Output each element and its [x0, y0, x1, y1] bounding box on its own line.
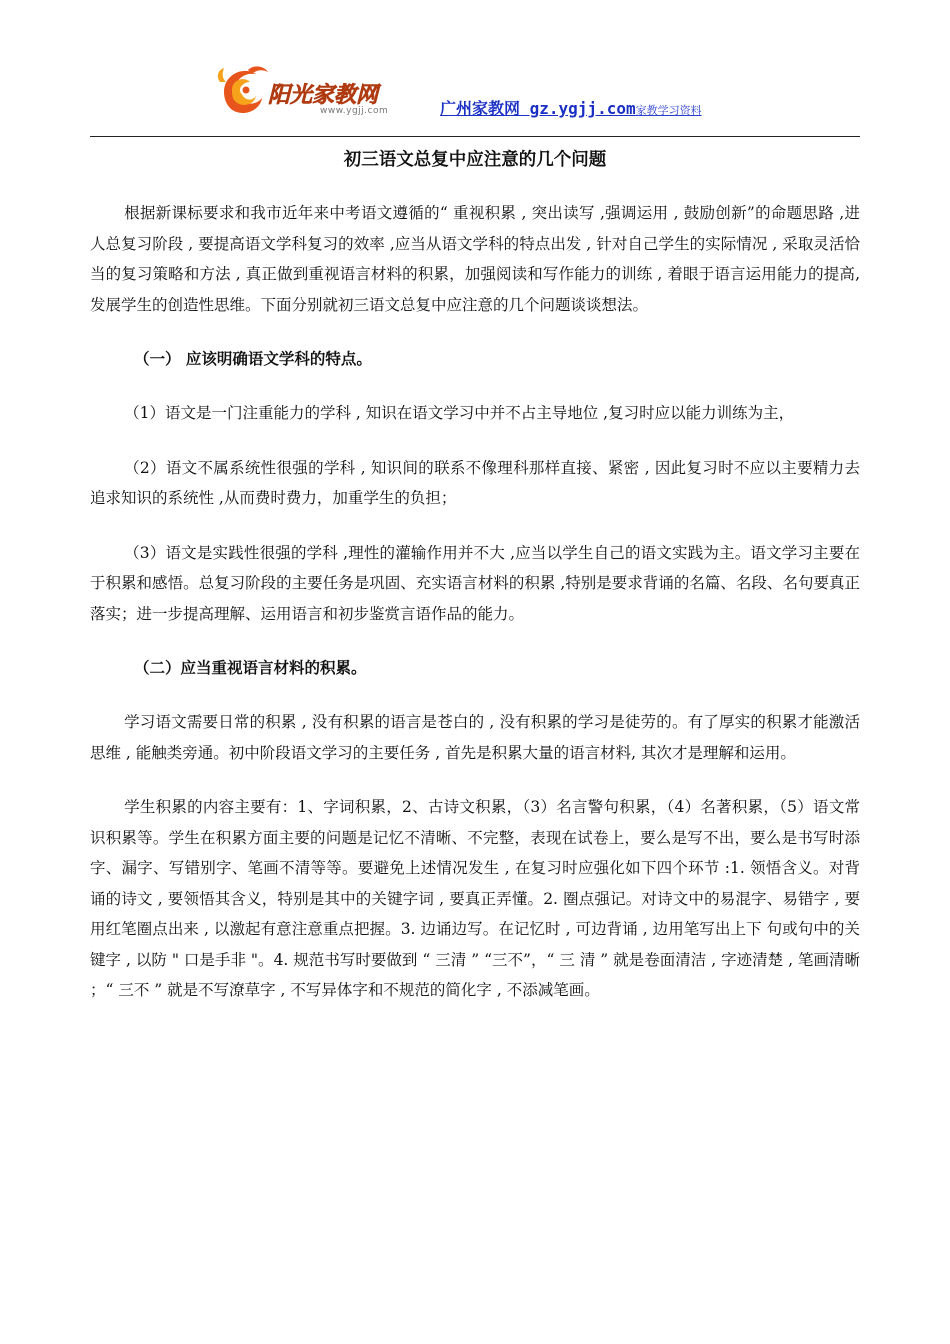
paragraph-accumulation: 学习语文需要日常的积累 , 没有积累的语言是苍白的 , 没有积累的学习是徒劳的。有了厚实的积累才能激活思维 , 能触类旁通。初中阶段语文学习的主要任务 , 首先是积累大量的语言材料, 其次才是理解和运用。 — [90, 713, 860, 762]
logo-wordmark: 阳光家教网 — [268, 83, 379, 108]
paragraph-content: 学生积累的内容主要有：1、字词积累，2、古诗文积累，（3）名言警句积累，（4）名著积累，（5）语文常识积累等。学生在积累方面主要的问题是记忆不清晰、不完整，表现在试卷上，要么是写不出，要么是书写时添字、漏字、写错别字、笔画不清等等。要避免上述情况发生 , 在复习时应强化如下四个环节 :1. 领悟含义。对背诵的诗文 , 要领悟其含义，特别是其中的关键字词 , 要真正弄懂。2. 圈点强记。对诗文中的易混字、易错字 , 要用红笔圈点出来 , 以激起有意注意重点把握。3. 边诵边写。在记忆时 , 可边背诵 , 边用笔写出上下 句或句中的关键字 , 以防 " 口是手非 "。4. 规范书写时要做到 “ 三清 ” “三不”，“ 三 清 ” 就是卷面清洁 , 字迹清楚 , 笔画清晰 ；“ 三不 ” 就是不写潦草字 , 不写异体字和不规范的简化字 , 不添减笔画。 — [90, 798, 860, 999]
paragraph-point-3: （3）语文是实践性很强的学科 ,理性的灌输作用并不大 ,应当以学生自己的语文实践为主。语文学习主要在于积累和感悟。总复习阶段的主要任务是巩固、充实语言材料的积累 ,特别是要求背诵的名篇、名段、名句要真正落实；进一步提高理解、运用语言和初步鉴赏言语作品的能力。 — [90, 543, 860, 623]
section-heading-2: （二）应当重视语言材料的积累。 — [134, 659, 367, 677]
section-heading-1: （一） 应该明确语文学科的特点。 — [134, 350, 372, 368]
article-body — [90, 198, 860, 1030]
logo-url: www.ygjj.com — [320, 106, 389, 116]
header-divider — [90, 136, 860, 137]
paragraph-point-1: （1）语文是一门注重能力的学科 , 知识在语文学习中并不占主导地位 ,复习时应以能力训练为主， — [124, 404, 795, 422]
site-name[interactable]: 广州家教网 gz.ygjj.com — [440, 99, 636, 118]
page-title: 初三语文总复中应注意的几个问题 — [343, 150, 607, 170]
site-tag[interactable]: 家教学习资料 — [635, 104, 702, 117]
paragraph-intro: 根据新课标要求和我市近年来中考语文遵循的“ 重视积累 , 突出读写 ,强调运用 , 鼓励创新”的命题思路 ,进人总复习阶段 , 要提高语文学科复习的效率 ,应当从语文学科的特点出发 , 针对自己学生的实际情况 , 采取灵活恰当的复习策略和方法 , 真正做到重视语言材料的积累，加强阅读和写作能力的训练 , 着眼于语言运用能力的提高,发展学生的创造性思维。下面分别就初三语文总复中应注意的几个问题谈谈想法。 — [90, 204, 860, 314]
paragraph-point-2: （2）语文不属系统性很强的学科 , 知识间的联系不像理科那样直接、紧密 , 因此复习时不应以主要精力去追求知识的系统性 ,从而费时费力，加重学生的负担； — [90, 458, 860, 507]
page-header — [90, 52, 860, 134]
site-link[interactable] — [440, 96, 702, 119]
